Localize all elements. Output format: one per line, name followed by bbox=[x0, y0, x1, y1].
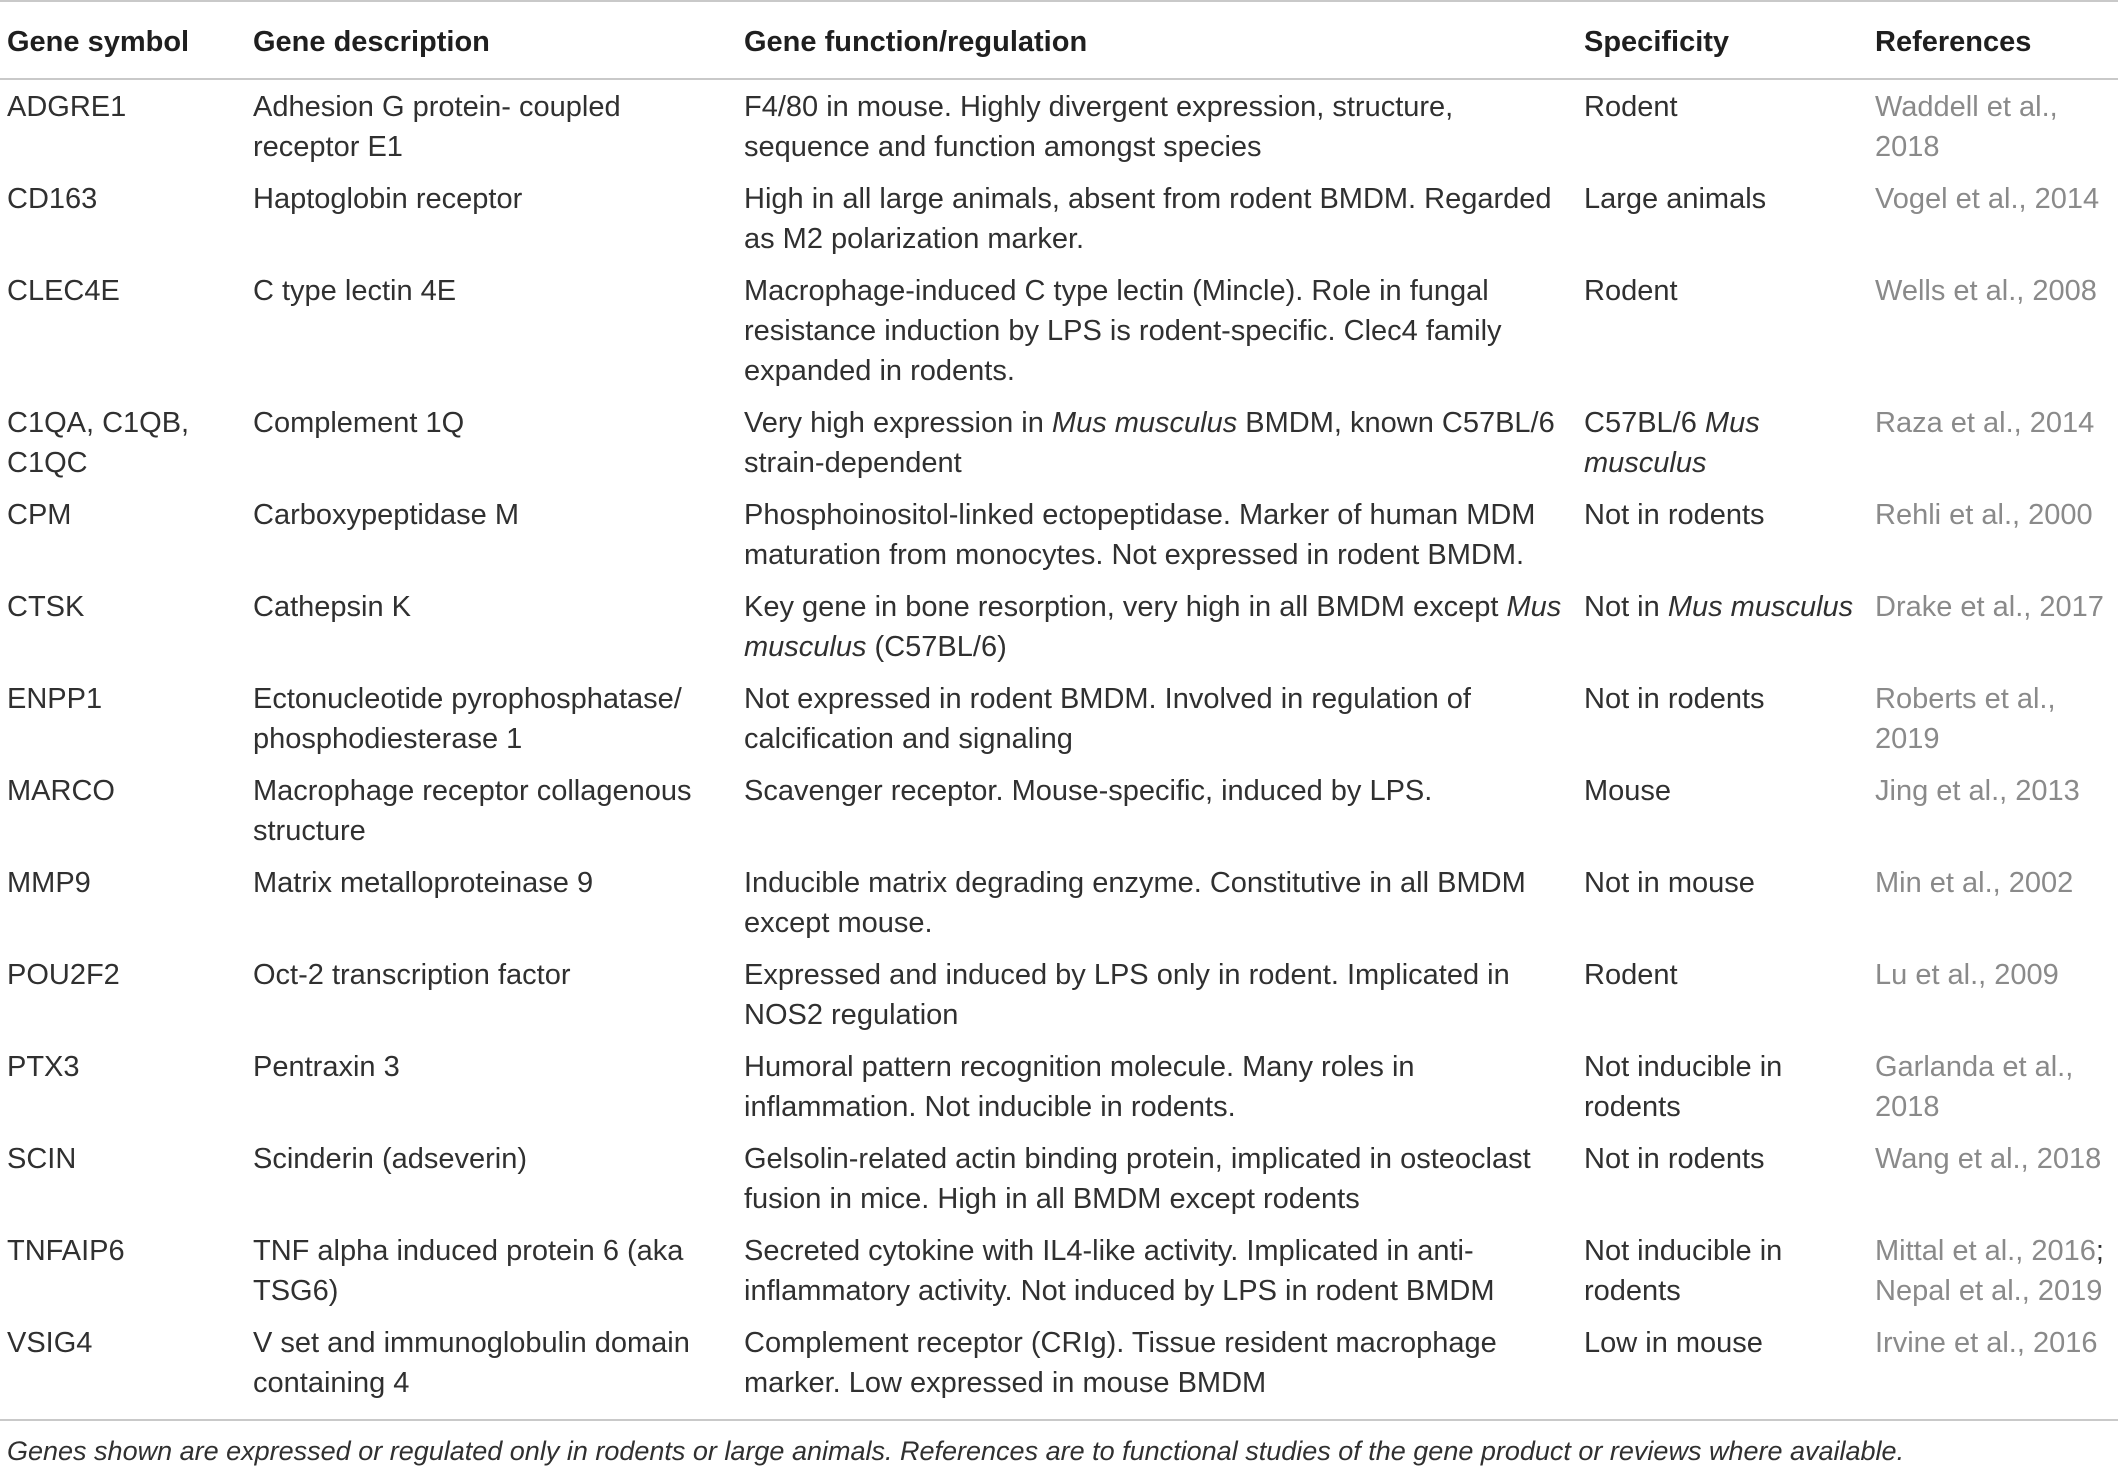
cell-specificity: Not inducible in rodents bbox=[1584, 1235, 1783, 1307]
table-row bbox=[0, 396, 2118, 488]
table-row bbox=[0, 1040, 2118, 1132]
cell-function: Humoral pattern recognition molecule. Many roles in inflammation. Not inducible in rodents. bbox=[744, 1051, 1415, 1123]
cell-symbol: ADGRE1 bbox=[7, 91, 127, 123]
cell-specificity: Rodent bbox=[1584, 275, 1678, 307]
cell-description: Complement 1Q bbox=[253, 407, 465, 439]
cell-symbol: ENPP1 bbox=[7, 683, 103, 715]
text-part: Very high expression in bbox=[744, 407, 1052, 439]
cell-function: Not expressed in rodent BMDM. Involved in regulation of calcification and signaling bbox=[744, 683, 1471, 755]
cell-references: Garlanda et al., 2018 bbox=[1875, 1051, 2074, 1123]
cell-symbol: CPM bbox=[7, 499, 72, 531]
text-part: C57BL/6 bbox=[1584, 407, 1705, 439]
cell-description: Adhesion G protein- coupled receptor E1 bbox=[253, 91, 621, 163]
cell-references: Wang et al., 2018 bbox=[1875, 1143, 2102, 1175]
text-part: BMDM, known C57BL/6 strain-dependent bbox=[744, 407, 1555, 479]
cell-function: F4/80 in mouse. Highly divergent expression, structure, sequence and function amongst species bbox=[744, 91, 1454, 163]
header-row bbox=[0, 1, 2118, 79]
cell-symbol: MMP9 bbox=[7, 867, 91, 899]
cell-symbol: CTSK bbox=[7, 591, 85, 623]
cell-function: Expressed and induced by LPS only in rodent. Implicated in NOS2 regulation bbox=[744, 959, 1510, 1031]
cell-function bbox=[737, 396, 1577, 488]
cell-function: Phosphoinositol-linked ectopeptidase. Marker of human MDM maturation from monocytes. Not expressed in rodent BMDM. bbox=[744, 499, 1536, 571]
cell-symbol: VSIG4 bbox=[7, 1327, 93, 1359]
cell-specificity: Not in mouse bbox=[1584, 867, 1755, 899]
table-row bbox=[0, 764, 2118, 856]
cell-symbol: MARCO bbox=[7, 775, 115, 807]
cell-description: Ectonucleotide pyrophosphatase/ phosphodiesterase 1 bbox=[253, 683, 682, 755]
cell-references: Wells et al., 2008 bbox=[1875, 275, 2097, 307]
header-gene-description: Gene description bbox=[253, 26, 490, 58]
cell-symbol: C1QA, C1QB, C1QC bbox=[7, 407, 190, 479]
cell-symbol: CD163 bbox=[7, 183, 98, 215]
cell-references: Waddell et al., 2018 bbox=[1875, 91, 2058, 163]
cell-references: Lu et al., 2009 bbox=[1875, 959, 2059, 991]
cell-function: Gelsolin-related actin binding protein, implicated in osteoclast fusion in mice. High in all BMDM except rodents bbox=[744, 1143, 1531, 1215]
cell-description: Matrix metalloproteinase 9 bbox=[253, 867, 594, 899]
cell-description: Scinderin (adseverin) bbox=[253, 1143, 528, 1175]
cell-specificity: Rodent bbox=[1584, 91, 1678, 123]
species-name: Mus musculus bbox=[1667, 591, 1854, 623]
cell-description: Macrophage receptor collagenous structure bbox=[253, 775, 692, 847]
table-row bbox=[0, 1132, 2118, 1224]
cell-specificity bbox=[1577, 580, 1868, 672]
table-row bbox=[0, 948, 2118, 1040]
cell-symbol: CLEC4E bbox=[7, 275, 120, 307]
cell-description: Oct-2 transcription factor bbox=[253, 959, 571, 991]
table-header bbox=[0, 1, 2118, 79]
cell-specificity bbox=[1577, 396, 1868, 488]
cell-function: Secreted cytokine with IL4-like activity. Implicated in anti-inflammatory activity. Not induced by LPS in rodent BMDM bbox=[744, 1235, 1495, 1307]
cell-description: Cathepsin K bbox=[253, 591, 411, 623]
header-gene-function: Gene function/regulation bbox=[744, 26, 1088, 58]
cell-specificity: Rodent bbox=[1584, 959, 1678, 991]
cell-description: Carboxypeptidase M bbox=[253, 499, 519, 531]
cell-function: Complement receptor (CRIg). Tissue resident macrophage marker. Low expressed in mouse BMDM bbox=[744, 1327, 1497, 1399]
reference-separator: ; bbox=[2095, 1235, 2104, 1267]
table-row bbox=[0, 79, 2118, 172]
cell-description: TNF alpha induced protein 6 (aka TSG6) bbox=[253, 1235, 684, 1307]
cell-specificity: Low in mouse bbox=[1584, 1327, 1763, 1359]
cell-specificity: Not in rodents bbox=[1584, 1143, 1765, 1175]
cell-function: Scavenger receptor. Mouse-specific, induced by LPS. bbox=[744, 775, 1433, 807]
cell-specificity: Not in rodents bbox=[1584, 683, 1765, 715]
table-body bbox=[0, 79, 2118, 1420]
table-row bbox=[0, 672, 2118, 764]
reference-link[interactable]: Mittal et al., 2016 bbox=[1875, 1235, 2096, 1267]
header-references: References bbox=[1875, 26, 2032, 58]
cell-references: Irvine et al., 2016 bbox=[1875, 1327, 2098, 1359]
cell-references bbox=[1868, 1224, 2118, 1316]
cell-symbol: POU2F2 bbox=[7, 959, 120, 991]
cell-description: C type lectin 4E bbox=[253, 275, 457, 307]
table-row bbox=[0, 172, 2118, 264]
cell-references: Rehli et al., 2000 bbox=[1875, 499, 2093, 531]
cell-references: Roberts et al., 2019 bbox=[1875, 683, 2056, 755]
header-gene-symbol: Gene symbol bbox=[7, 26, 190, 58]
table-row bbox=[0, 264, 2118, 396]
text-part: Not in bbox=[1584, 591, 1668, 623]
cell-description: Pentraxin 3 bbox=[253, 1051, 400, 1083]
cell-description: V set and immunoglobulin domain containing 4 bbox=[253, 1327, 690, 1399]
text-part: Key gene in bone resorption, very high in all BMDM except bbox=[744, 591, 1507, 623]
cell-references: Raza et al., 2014 bbox=[1875, 407, 2095, 439]
header-specificity: Specificity bbox=[1584, 26, 1730, 58]
cell-function: Macrophage-induced C type lectin (Mincle). Role in fungal resistance induction by LPS is rodent-specific. Clec4 family expanded in rodents. bbox=[744, 275, 1502, 387]
cell-symbol: SCIN bbox=[7, 1143, 77, 1175]
cell-specificity: Not in rodents bbox=[1584, 499, 1765, 531]
cell-description: Haptoglobin receptor bbox=[253, 183, 523, 215]
cell-references: Min et al., 2002 bbox=[1875, 867, 2074, 899]
cell-function bbox=[737, 580, 1577, 672]
species-name: Mus musculus bbox=[744, 591, 1562, 663]
cell-references: Vogel et al., 2014 bbox=[1875, 183, 2100, 215]
reference-link[interactable]: Nepal et al., 2019 bbox=[1875, 1275, 2103, 1307]
cell-function: Inducible matrix degrading enzyme. Constitutive in all BMDM except mouse. bbox=[744, 867, 1526, 939]
cell-specificity: Large animals bbox=[1584, 183, 1767, 215]
table-row bbox=[0, 1316, 2118, 1420]
cell-symbol: PTX3 bbox=[7, 1051, 80, 1083]
cell-specificity: Not inducible in rodents bbox=[1584, 1051, 1783, 1123]
table-row bbox=[0, 580, 2118, 672]
table-row bbox=[0, 856, 2118, 948]
text-part: (C57BL/6) bbox=[866, 631, 1007, 663]
table-row bbox=[0, 488, 2118, 580]
table-footnote: Genes shown are expressed or regulated only in rodents or large animals. References are to functional studies of the gene product or reviews where available. bbox=[7, 1436, 1905, 1466]
cell-references: Drake et al., 2017 bbox=[1875, 591, 2104, 623]
table-row bbox=[0, 1224, 2118, 1316]
cell-specificity: Mouse bbox=[1584, 775, 1672, 807]
cell-symbol: TNFAIP6 bbox=[7, 1235, 125, 1267]
cell-references: Jing et al., 2013 bbox=[1875, 775, 2080, 807]
cell-function: High in all large animals, absent from rodent BMDM. Regarded as M2 polarization marker. bbox=[744, 183, 1552, 255]
species-name: Mus musculus bbox=[1584, 407, 1760, 479]
species-name: Mus musculus bbox=[1051, 407, 1238, 439]
